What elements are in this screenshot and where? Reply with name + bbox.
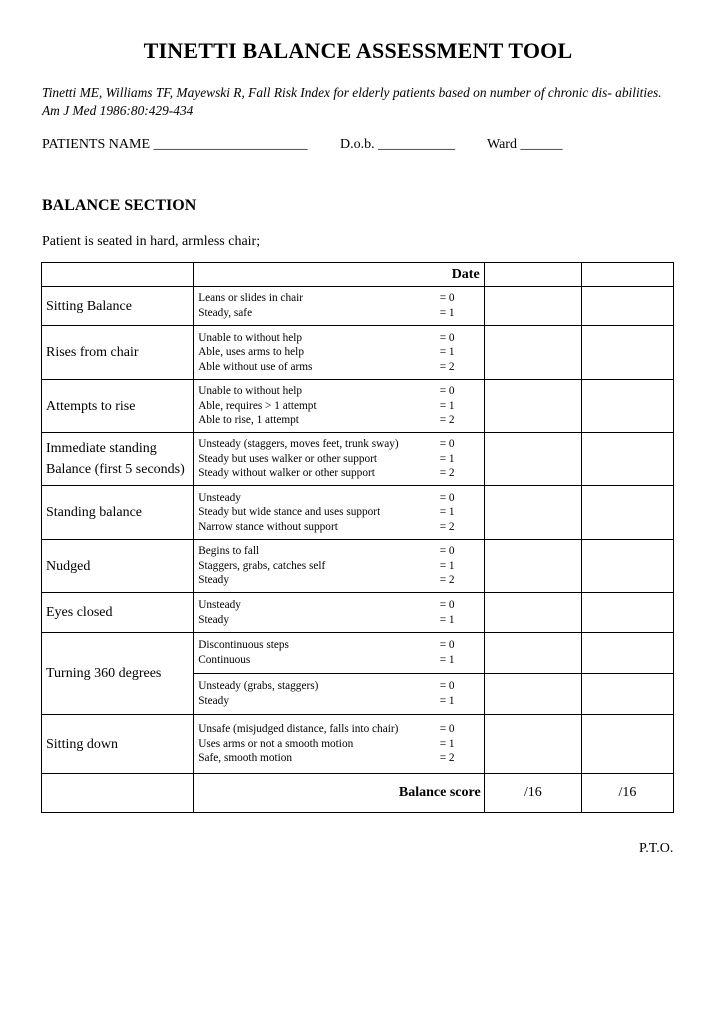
score-entry-2[interactable] [581, 433, 673, 486]
score-entry-1[interactable] [484, 486, 581, 540]
score-entry-2[interactable] [581, 593, 673, 633]
criterion: Continuous = 1 [198, 654, 455, 666]
citation: Tinetti ME, Williams TF, Mayewski R, Fall Risk Index for elderly patients based on number of chronic dis- abilities. Am J Med 1986:80:429-434 [42, 85, 662, 118]
item-label: Turning 360 degrees [42, 633, 194, 715]
criterion: Staggers, grabs, catches self = 1 [198, 559, 455, 572]
criterion: Steady but uses walker or other support = 1 [198, 452, 455, 465]
balance-score-total-2[interactable]: /16 [581, 774, 673, 813]
balance-score-label: Balance score [194, 774, 484, 813]
item-label: Nudged [42, 540, 194, 593]
item-label: Immediate standing Balance (first 5 seconds) [42, 433, 194, 486]
score-entry-1[interactable] [484, 715, 581, 774]
table-row [42, 380, 674, 433]
criterion: Steady without walker or other support = 2 [198, 467, 455, 480]
criteria-cell [194, 486, 484, 540]
pto-note: P.T.O. [639, 841, 674, 856]
table-row [42, 593, 674, 633]
table-row [42, 715, 674, 774]
score-entry-2[interactable] [581, 715, 673, 774]
criterion: Able without use of arms = 2 [198, 360, 455, 373]
balance-score-total-1[interactable]: /16 [484, 774, 581, 813]
date-entry-1[interactable] [484, 263, 581, 287]
score-entry-1[interactable] [484, 380, 581, 433]
criterion: Unable to without help = 0 [198, 331, 455, 344]
item-label: Attempts to rise [42, 380, 194, 433]
criteria-cell [194, 433, 484, 486]
header-blank-cell [42, 263, 194, 287]
criteria-cell [194, 326, 484, 380]
criterion: Unsteady = 0 [198, 491, 455, 504]
criterion: Able, requires > 1 attempt = 1 [198, 399, 455, 412]
date-label: Date [194, 263, 484, 287]
date-entry-2[interactable] [581, 263, 673, 287]
score-entry-1[interactable] [484, 326, 581, 380]
criterion: Safe, smooth motion = 2 [198, 752, 455, 765]
balance-table [41, 262, 674, 813]
item-label: Sitting down [42, 715, 194, 774]
item-label: Sitting Balance [42, 287, 194, 326]
criterion: Unsteady (staggers, moves feet, trunk sway) = 0 [198, 438, 455, 451]
item-label: Rises from chair [42, 326, 194, 380]
criteria-cell [194, 715, 484, 774]
criterion: Steady = 2 [198, 574, 455, 587]
criteria-cell [194, 380, 484, 433]
item-label: Eyes closed [42, 593, 194, 633]
table-row [42, 326, 674, 380]
criteria-cell [194, 674, 484, 715]
score-entry-1[interactable] [484, 540, 581, 593]
patient-name-field[interactable]: PATIENTS NAME ______________________ [42, 137, 308, 152]
score-entry-1[interactable] [484, 593, 581, 633]
criteria-cell [194, 287, 484, 326]
criterion: Steady = 1 [198, 695, 455, 707]
table-row [42, 287, 674, 326]
score-entry-2[interactable] [581, 674, 673, 715]
criterion: Leans or slides in chair = 0 [198, 292, 455, 305]
criterion: Unsteady (grabs, staggers) = 0 [198, 680, 455, 693]
page-title: TINETTI BALANCE ASSESSMENT TOOL [143, 38, 573, 63]
criterion: Steady = 1 [198, 613, 455, 626]
criterion: Steady, safe = 1 [198, 307, 455, 319]
score-entry-1[interactable] [484, 433, 581, 486]
criteria-cell [194, 540, 484, 593]
score-entry-2[interactable] [581, 486, 673, 540]
criterion: Uses arms or not a smooth motion = 1 [198, 737, 455, 750]
ward-field[interactable]: Ward ______ [487, 137, 563, 152]
score-entry-2[interactable] [581, 380, 673, 433]
criteria-cell [194, 633, 484, 674]
criterion: Unsafe (misjudged distance, falls into chair) = 0 [198, 723, 455, 736]
criterion: Begins to fall = 0 [198, 545, 455, 558]
intro-text: Patient is seated in hard, armless chair; [42, 234, 261, 249]
table-row [42, 633, 674, 674]
criterion: Narrow stance without support = 2 [198, 520, 455, 533]
table-row [42, 486, 674, 540]
score-entry-2[interactable] [581, 287, 673, 326]
score-entry-2[interactable] [581, 633, 673, 674]
criteria-cell [194, 593, 484, 633]
score-entry-1[interactable] [484, 674, 581, 715]
criterion: Unable to without help = 0 [198, 385, 455, 398]
score-blank-cell [42, 774, 194, 813]
table-row [42, 540, 674, 593]
criterion: Able, uses arms to help = 1 [198, 346, 455, 359]
section-heading: BALANCE SECTION [42, 197, 197, 214]
criterion: Unsteady = 0 [198, 598, 455, 611]
table-row [42, 433, 674, 486]
item-label: Standing balance [42, 486, 194, 540]
criterion: Steady but wide stance and uses support = 1 [198, 506, 455, 519]
score-entry-1[interactable] [484, 287, 581, 326]
score-entry-2[interactable] [581, 326, 673, 380]
score-entry-1[interactable] [484, 633, 581, 674]
dob-field[interactable]: D.o.b. ___________ [340, 137, 456, 152]
criterion: Able to rise, 1 attempt = 2 [198, 414, 455, 427]
score-entry-2[interactable] [581, 540, 673, 593]
criterion: Discontinuous steps = 0 [198, 639, 455, 652]
score-row [42, 774, 674, 813]
